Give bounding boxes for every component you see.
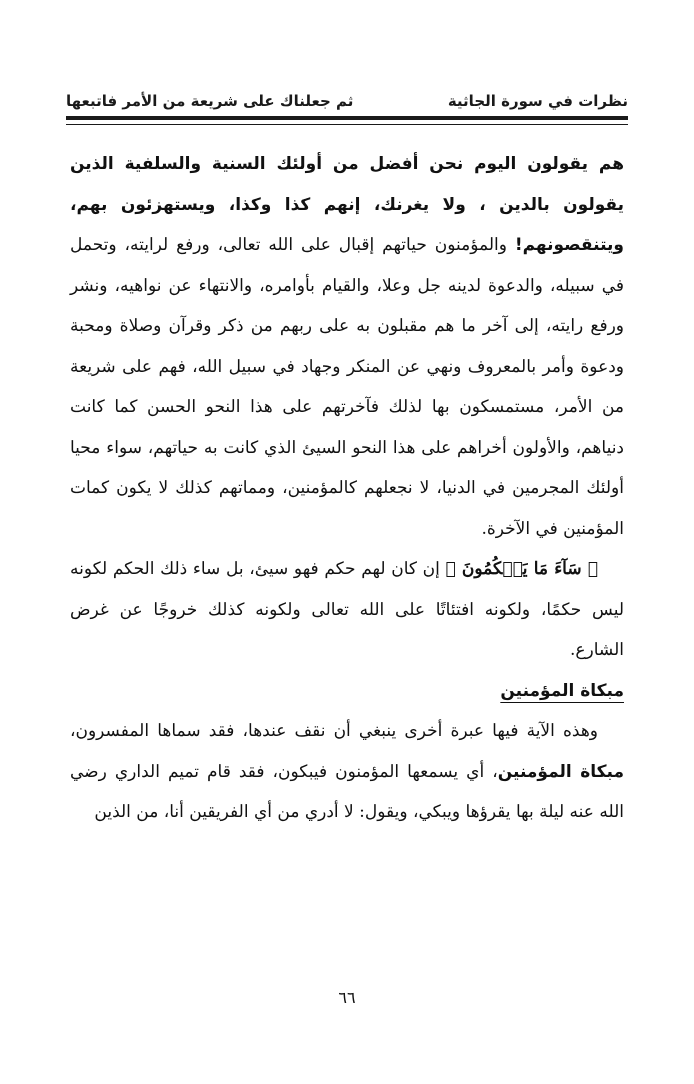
header-chapter-title: ثم جعلناك على شريعة من الأمر فاتبعها bbox=[66, 92, 354, 110]
paragraph-1 bbox=[70, 144, 624, 549]
page-number: ٦٦ bbox=[338, 988, 356, 1007]
paragraph-1-bold: هم يقولون اليوم نحن أفضل من أولئك السنية والسلفية الذين يقولون بالدين ، ولا يغرنك، إنهم كذا وكذا، ويستهزئون بهم، ويتنقصونهم! bbox=[70, 154, 624, 255]
quran-verse: ﴿ سَآءَ مَا يَحۡكُمُونَ ﴾ bbox=[445, 559, 598, 579]
body-text bbox=[70, 144, 624, 833]
paragraph-1-text: والمؤمنون حياتهم إقبال على الله تعالى، ورفع لرايته، وتحمل في سبيله، والدعوة لدينه جل وعلا، والقيام بأوامره، والانتهاء عن نواهيه، ونشر ورفع رايته، إلى آخر ما هم مقبلون به على ربهم من ذكر وقرآن وصلاة ومحبة ودعوة وأمر بالمعروف ونهي عن المنكر وجهاد في سبيل الله، فهم على شريعة من الأمر، مستمسكون بها لذلك فآخرتهم على هذا النحو الحسن كما كانت دنياهم، والأولون أخراهم على هذا النحو السيئ الذي كانت به حياتهم، سواء محيا أولئك المجرمين في الدنيا، لا نجعلهم كالمؤمنين، ومماتهم كذلك لا يكون كمات المؤمنين في الآخرة. bbox=[70, 235, 624, 539]
paragraph-3 bbox=[70, 711, 624, 833]
paragraph-2 bbox=[70, 549, 624, 671]
paragraph-3-start: وهذه الآية فيها عبرة أخرى ينبغي أن نقف عندها، فقد سماها المفسرون، bbox=[70, 721, 598, 741]
paragraph-3-bold: مبكاة المؤمنين bbox=[497, 761, 624, 782]
header-book-title: نظرات في سورة الجاثية bbox=[447, 92, 628, 110]
header-rule-thin bbox=[66, 124, 628, 125]
paragraph-2-text: إن كان لهم حكم فهو سيئ، بل ساء ذلك الحكم لكونه ليس حكمًا، ولكونه افتئاتًا على الله تعالى ولكونه كذلك خروجًا عن غرض الشارع. bbox=[70, 559, 624, 660]
section-heading: مبكاة المؤمنين bbox=[500, 680, 624, 701]
paragraph-3-text: ، أي يسمعها المؤمنون فيبكون، فقد قام تميم الداري رضي الله عنه ليلة بها يقرؤها ويبكي، ويقول: لا أدري من أي الفريقين أنا، من الذين bbox=[70, 761, 624, 822]
header-rule-thick bbox=[66, 116, 628, 120]
running-header bbox=[66, 80, 628, 110]
